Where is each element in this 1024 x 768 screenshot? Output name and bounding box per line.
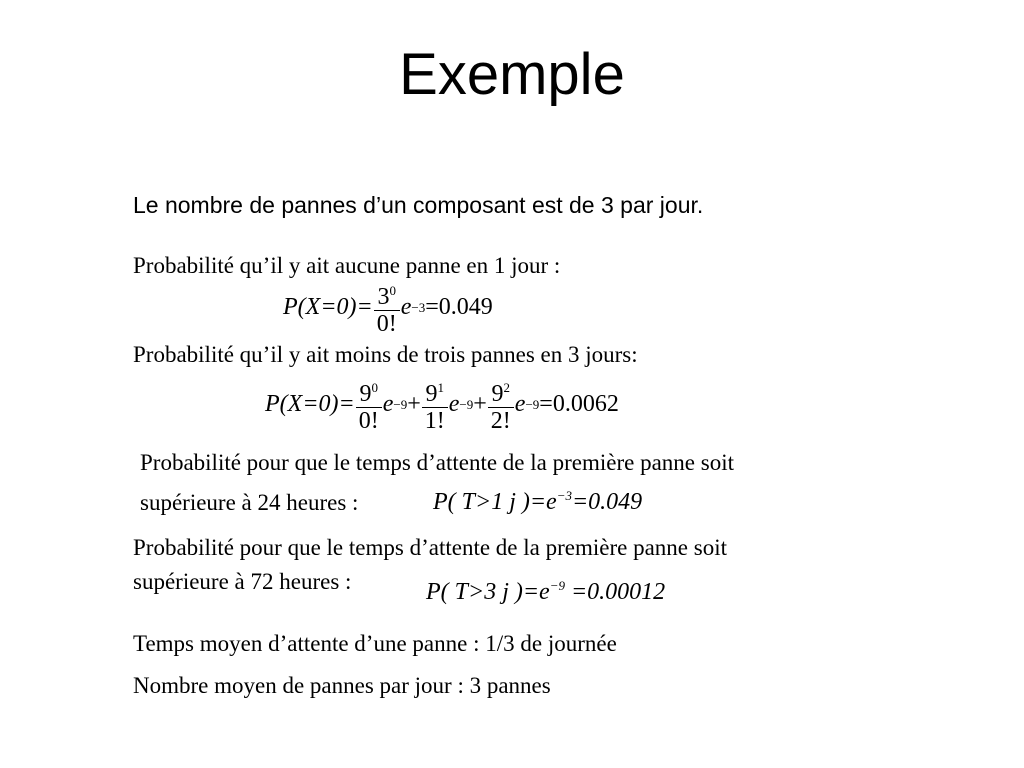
formula-2-result: =0.0062 [539,391,619,417]
formula-1-fraction: $\frac{3^0}{0!}$ [374,278,400,337]
formula-2: P(X=0)= $\frac{9^0}{0!}$ e −9 + $\frac{9^1}{1!}$ e −9 + $\frac{9^2}{2!}$ e −9 =0.0062 [265,375,619,434]
formula-1 [283,278,493,337]
formula-1-lhs: P(X=0)= [283,294,373,320]
question-4-line-1: Probabilité pour que le temps d’attente de la première panne soit [133,535,727,560]
question-4-line-2: supérieure à 72 heures : [133,569,352,594]
formula-2-term-2: $\frac{9^1}{1!}$ [422,375,448,434]
formula-1-exp-base: e [400,294,412,320]
formula-3: P( T>1 j )$=e^{-3}=0.049$ [433,488,643,515]
formula-2-term-3: $\frac{9^2}{2!}$ [488,375,514,434]
formula-2-lhs: P(X=0)= [265,391,355,417]
question-3-line-2: supérieure à 24 heures : [140,490,359,515]
intro-text: Le nombre de pannes d’un composant est de 3 par jour. [133,192,704,218]
slide-title: Exemple [399,42,625,107]
formula-4: P( T>3 j )$=e^{-9} =0.00012$ [426,578,666,605]
formula-1-result: =0.049 [425,294,493,320]
formula-1-exp: −3 [411,299,426,315]
mean-waiting-time: Temps moyen d’attente d’une panne : 1/3 de journée [133,631,617,656]
formula-2-term-1: $\frac{9^0}{0!}$ [356,375,382,434]
question-3-line-1: Probabilité pour que le temps d’attente de la première panne soit [140,450,734,475]
mean-failure-count: Nombre moyen de pannes par jour : 3 pannes [133,673,551,698]
question-2-label: Probabilité qu’il y ait moins de trois pannes en 3 jours: [133,342,638,367]
question-1-label: Probabilité qu’il y ait aucune panne en 1 jour : [133,253,561,278]
